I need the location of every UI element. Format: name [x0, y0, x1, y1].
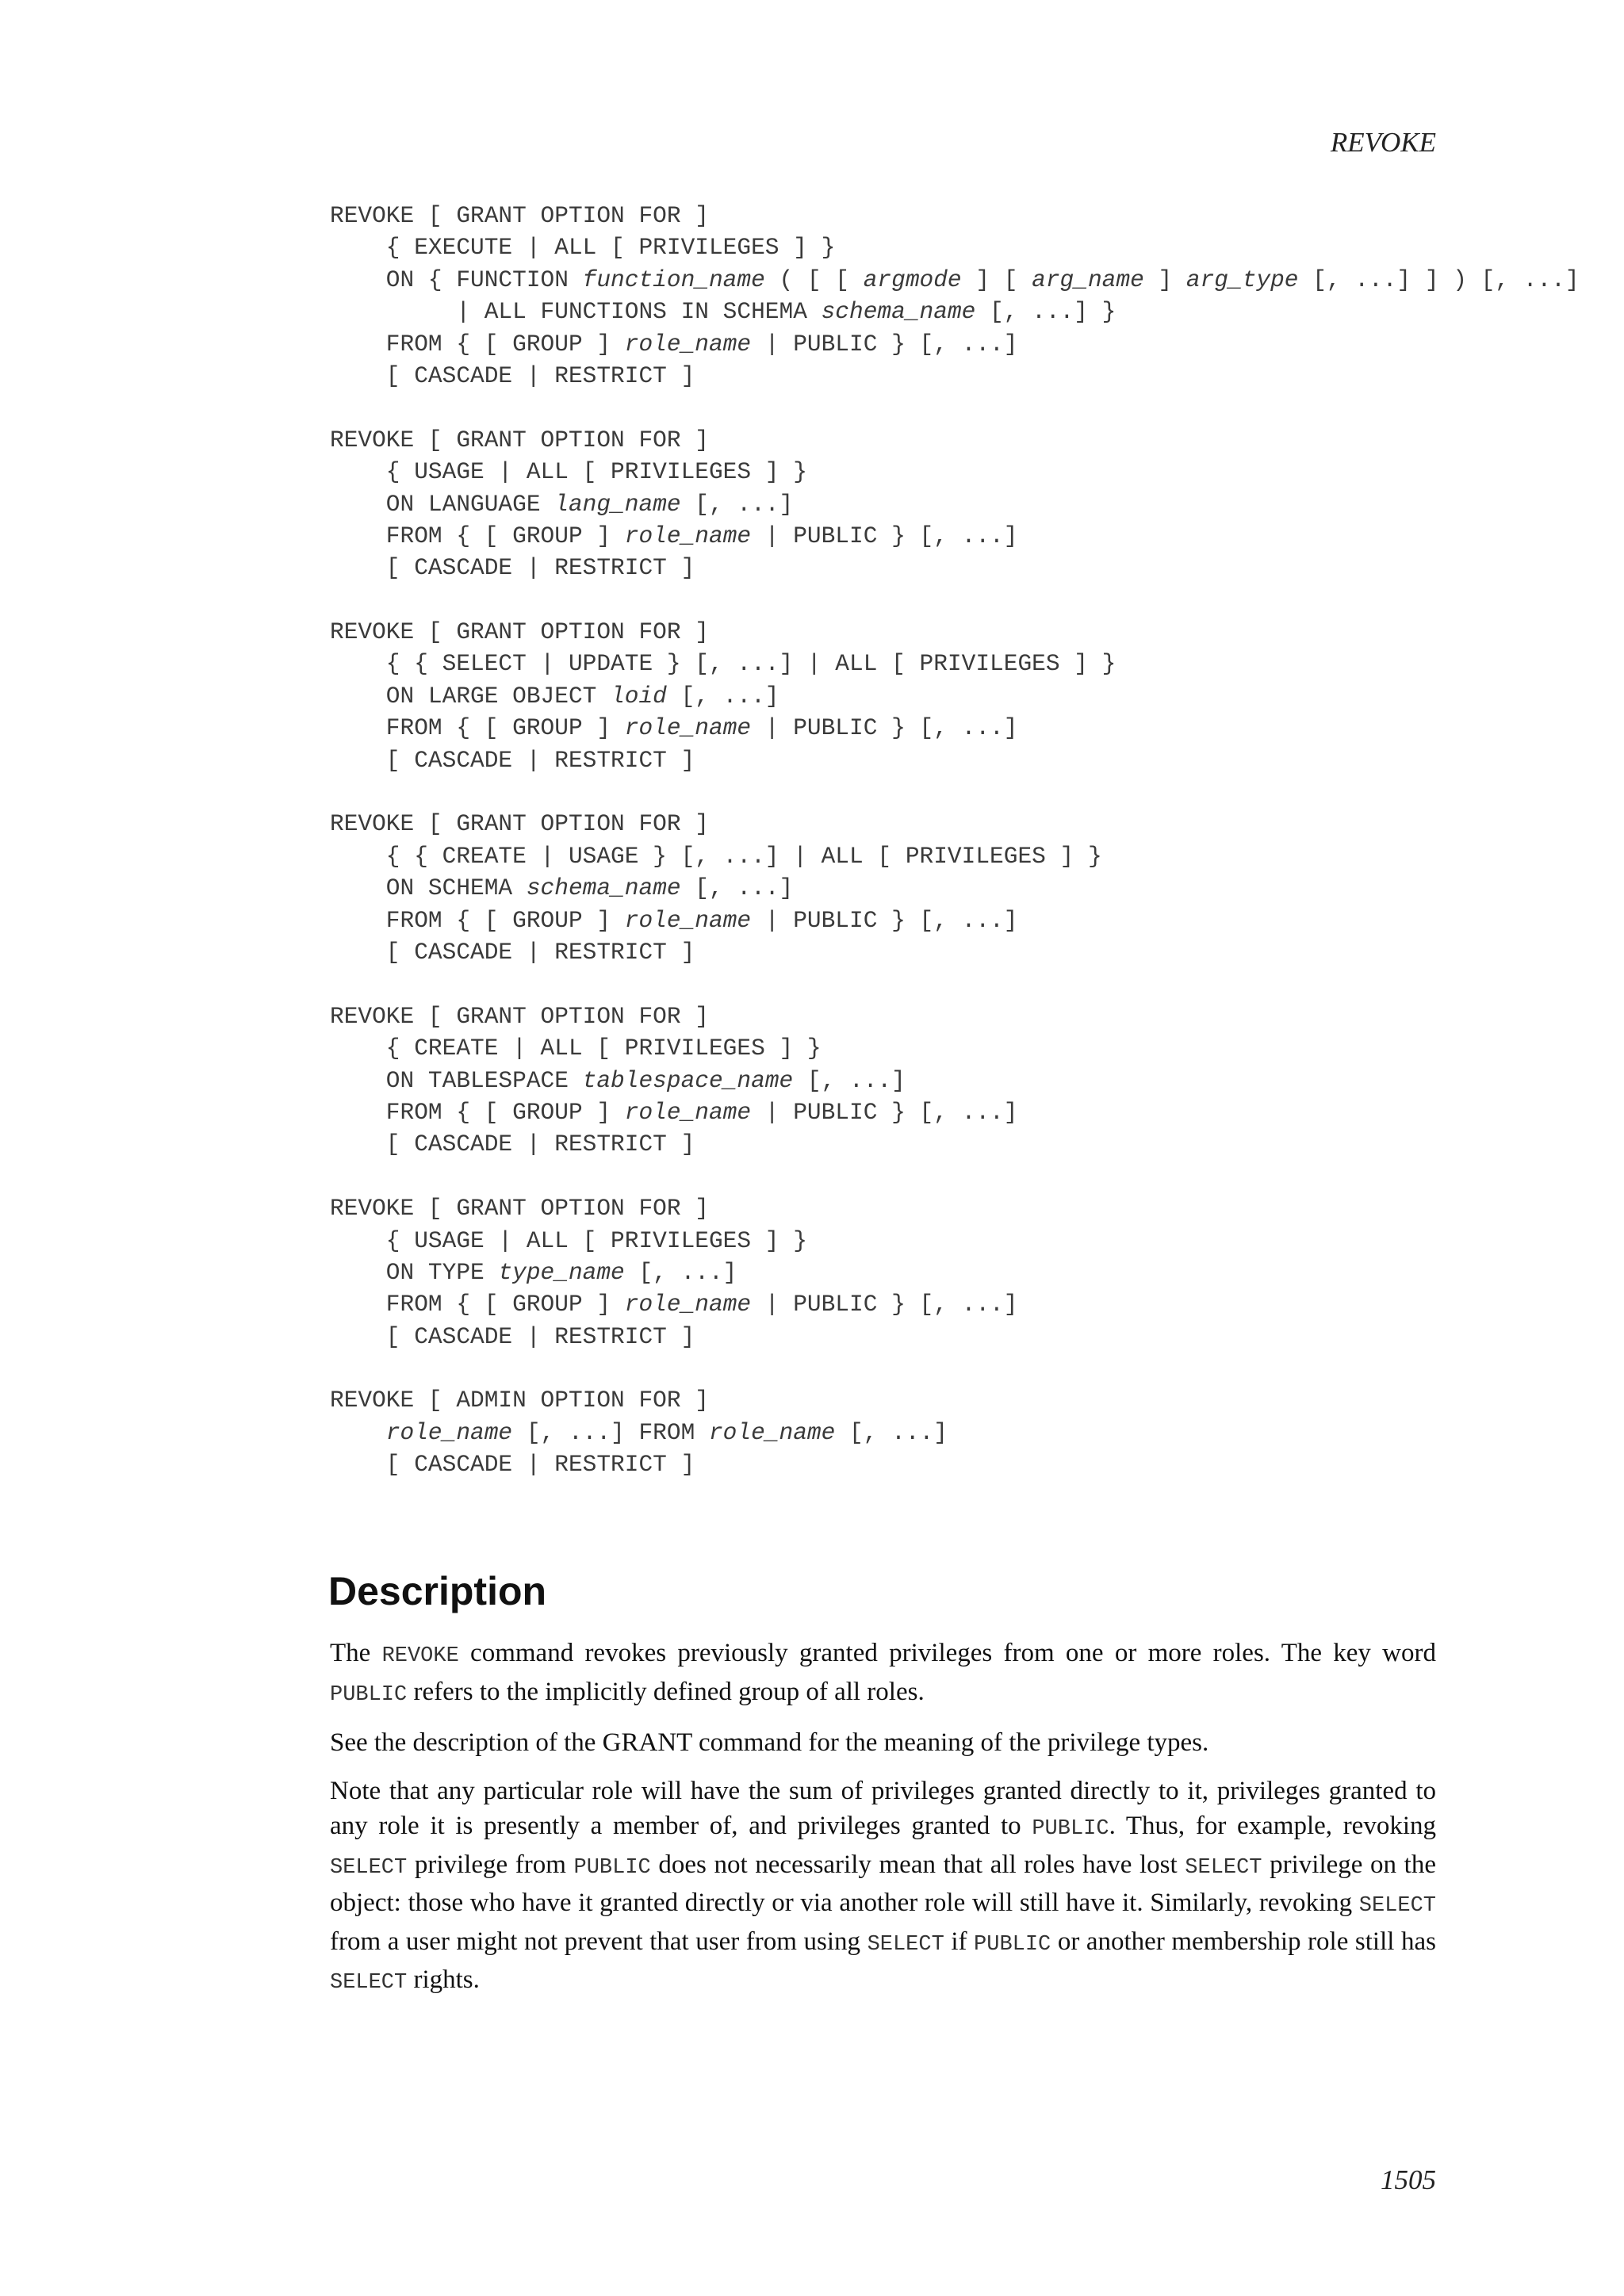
code-text: [ CASCADE | RESTRICT ] — [330, 362, 695, 389]
inline-code: SELECT — [330, 1855, 408, 1880]
synopsis-line — [330, 1257, 1624, 1288]
code-text: ] — [1143, 266, 1186, 293]
code-text: [ CASCADE | RESTRICT ] — [330, 1322, 695, 1350]
synopsis-line — [330, 872, 1624, 904]
code-text: REVOKE [ GRANT OPTION FOR ] — [330, 810, 709, 838]
inline-code: PUBLIC — [1032, 1817, 1109, 1841]
description-body — [330, 1636, 1436, 2014]
synopsis-line — [330, 1032, 1624, 1064]
synopsis-line — [330, 1192, 1624, 1224]
code-text: [, ...] FROM — [512, 1418, 709, 1446]
code-text: [ CASCADE | RESTRICT ] — [330, 1131, 695, 1158]
code-text: { CREATE | ALL [ PRIVILEGES ] } — [330, 1035, 822, 1062]
code-text: | PUBLIC } [, ...] — [751, 1291, 1018, 1318]
code-text: FROM { [ GROUP ] — [330, 1098, 625, 1126]
inline-code: SELECT — [1358, 1894, 1436, 1918]
synopsis-line — [330, 488, 1624, 520]
code-text: | PUBLIC } [, ...] — [751, 1098, 1018, 1126]
synopsis-line — [330, 328, 1624, 360]
placeholder-term: tablespace_name — [582, 1066, 794, 1094]
synopsis-gap — [330, 1161, 1624, 1192]
placeholder-term: role_name — [624, 1098, 752, 1126]
code-text: ON LARGE OBJECT — [330, 682, 611, 710]
placeholder-term: lang_name — [554, 490, 681, 518]
code-text: { { SELECT | UPDATE } [, ...] | ALL [ PRIVILEGES ] } — [330, 650, 1116, 678]
code-text: FROM { [ GROUP ] — [330, 1291, 625, 1318]
placeholder-term: arg_type — [1185, 266, 1299, 293]
text-run: privilege from — [407, 1850, 574, 1879]
synopsis-gap — [330, 584, 1624, 616]
inline-code: SELECT — [330, 1971, 408, 1995]
code-text: FROM { [ GROUP ] — [330, 522, 625, 549]
code-text: [, ...] ] ) [, ...] — [1298, 266, 1580, 293]
synopsis-line — [330, 1448, 1624, 1480]
inline-code: REVOKE — [381, 1644, 459, 1668]
section-heading-description: Description — [328, 1569, 547, 1613]
code-text: [, ...] — [624, 1258, 737, 1286]
placeholder-term: role_name — [385, 1418, 513, 1446]
code-text: [, ...] — [666, 682, 779, 710]
code-text: ON TYPE — [330, 1258, 499, 1286]
synopsis-gap — [330, 392, 1624, 423]
code-text: [, ...] — [680, 490, 794, 518]
text-run: privilege on the object: those who have it granted directly or via another role will still have it. Similarly, revoking — [330, 1850, 1436, 1917]
code-text: | PUBLIC } [, ...] — [751, 906, 1018, 934]
code-text: ON SCHEMA — [330, 874, 527, 902]
synopsis-line — [330, 616, 1624, 648]
synopsis-line — [330, 840, 1624, 872]
code-text: [, ...] — [793, 1066, 906, 1094]
synopsis-line — [330, 1065, 1624, 1096]
inline-code: PUBLIC — [330, 1682, 408, 1707]
code-text: | ALL FUNCTIONS IN SCHEMA — [330, 298, 822, 326]
code-text: REVOKE [ GRANT OPTION FOR ] — [330, 426, 709, 453]
text-run: refers to the implicitly defined group of all roles. — [407, 1677, 925, 1706]
code-text: { USAGE | ALL [ PRIVILEGES ] } — [330, 1226, 807, 1254]
running-header: REVOKE — [1330, 127, 1436, 158]
inline-code: SELECT — [1185, 1855, 1262, 1880]
placeholder-term: role_name — [624, 714, 752, 742]
code-text: [, ...] } — [975, 298, 1116, 326]
code-text: REVOKE [ GRANT OPTION FOR ] — [330, 1195, 709, 1223]
synopsis-line — [330, 264, 1624, 296]
code-text: | PUBLIC } [, ...] — [751, 714, 1018, 742]
synopsis-code-block — [330, 200, 1624, 1481]
code-text — [330, 1419, 386, 1446]
synopsis-line — [330, 1384, 1624, 1416]
synopsis-line — [330, 1128, 1624, 1160]
synopsis-gap — [330, 776, 1624, 808]
code-text: REVOKE [ ADMIN OPTION FOR ] — [330, 1387, 709, 1414]
placeholder-term: schema_name — [526, 874, 681, 902]
code-text: [ CASCADE | RESTRICT ] — [330, 746, 695, 774]
placeholder-term: arg_name — [1032, 266, 1144, 293]
code-text: REVOKE [ GRANT OPTION FOR ] — [330, 1002, 709, 1030]
code-text: REVOKE [ GRANT OPTION FOR ] — [330, 202, 709, 229]
synopsis-line — [330, 648, 1624, 679]
text-run: . Thus, for example, revoking — [1109, 1812, 1436, 1840]
code-text: | PUBLIC } [, ...] — [751, 522, 1018, 549]
inline-code: PUBLIC — [974, 1932, 1051, 1957]
synopsis-line — [330, 1417, 1624, 1448]
placeholder-term: role_name — [624, 1291, 752, 1318]
synopsis-line — [330, 905, 1624, 936]
text-run: Note that any particular role will have the sum of privileges granted directly to it, privileges granted to any role it is presently a member of, and privileges granted to — [330, 1776, 1436, 1840]
synopsis-line — [330, 712, 1624, 744]
text-run: from a user might not prevent that user from using — [330, 1927, 868, 1956]
synopsis-line — [330, 1001, 1624, 1032]
code-text: FROM { [ GROUP ] — [330, 330, 625, 358]
synopsis-line — [330, 456, 1624, 488]
synopsis-line — [330, 1321, 1624, 1353]
code-text: FROM { [ GROUP ] — [330, 714, 625, 742]
code-text: [, ...] — [680, 874, 794, 902]
synopsis-line — [330, 552, 1624, 584]
text-run: or another membership role still has — [1051, 1927, 1436, 1956]
placeholder-term: loid — [611, 682, 667, 710]
inline-code: SELECT — [867, 1932, 944, 1957]
paragraph — [330, 1774, 1436, 2001]
paragraph: See the description of the GRANT command for the meaning of the privilege types. — [330, 1728, 1209, 1757]
synopsis-line — [330, 520, 1624, 552]
synopsis-line — [330, 808, 1624, 840]
synopsis-line — [330, 744, 1624, 776]
synopsis-line — [330, 680, 1624, 712]
synopsis-line — [330, 1225, 1624, 1257]
paragraph — [330, 1636, 1436, 1712]
text-run: does not necessarily mean that all roles have lost — [650, 1850, 1185, 1879]
synopsis-line — [330, 232, 1624, 263]
page-number: 1505 — [1381, 2164, 1436, 2195]
text-run: rights. — [407, 1965, 480, 1994]
code-text: REVOKE [ GRANT OPTION FOR ] — [330, 618, 709, 646]
placeholder-term: function_name — [582, 266, 765, 293]
code-text: [ CASCADE | RESTRICT ] — [330, 938, 695, 966]
placeholder-term: role_name — [624, 330, 752, 358]
synopsis-line — [330, 1096, 1624, 1128]
code-text: { USAGE | ALL [ PRIVILEGES ] } — [330, 458, 807, 486]
inline-code: PUBLIC — [573, 1855, 651, 1880]
text-run: command revokes previously granted privileges from one or more roles. The key word — [458, 1639, 1436, 1667]
placeholder-term: argmode — [863, 266, 962, 293]
placeholder-term: role_name — [624, 522, 752, 549]
code-text: [, ...] — [835, 1418, 948, 1446]
placeholder-term: schema_name — [821, 298, 976, 326]
placeholder-term: type_name — [498, 1258, 625, 1286]
code-text: { { CREATE | USAGE } [, ...] | ALL [ PRIVILEGES ] } — [330, 842, 1102, 870]
placeholder-term: role_name — [624, 906, 752, 934]
code-text: | PUBLIC } [, ...] — [751, 330, 1018, 358]
synopsis-line — [330, 200, 1624, 232]
synopsis-line — [330, 296, 1624, 327]
code-text: ( [ [ — [764, 266, 864, 293]
code-text: ON LANGUAGE — [330, 490, 555, 518]
synopsis-line — [330, 360, 1624, 392]
code-text: [ CASCADE | RESTRICT ] — [330, 554, 695, 582]
synopsis-gap — [330, 1353, 1624, 1384]
code-text: ON TABLESPACE — [330, 1066, 583, 1094]
code-text: FROM { [ GROUP ] — [330, 906, 625, 934]
synopsis-line — [330, 424, 1624, 456]
synopsis-gap — [330, 968, 1624, 1000]
placeholder-term: role_name — [708, 1418, 836, 1446]
code-text: ] [ — [961, 266, 1032, 293]
text-run: The — [330, 1639, 382, 1667]
code-text: { EXECUTE | ALL [ PRIVILEGES ] } — [330, 234, 836, 262]
synopsis-line — [330, 1288, 1624, 1320]
code-text: ON { FUNCTION — [330, 266, 583, 293]
code-text: [ CASCADE | RESTRICT ] — [330, 1451, 695, 1479]
text-run: if — [944, 1927, 975, 1956]
synopsis-line — [330, 936, 1624, 968]
